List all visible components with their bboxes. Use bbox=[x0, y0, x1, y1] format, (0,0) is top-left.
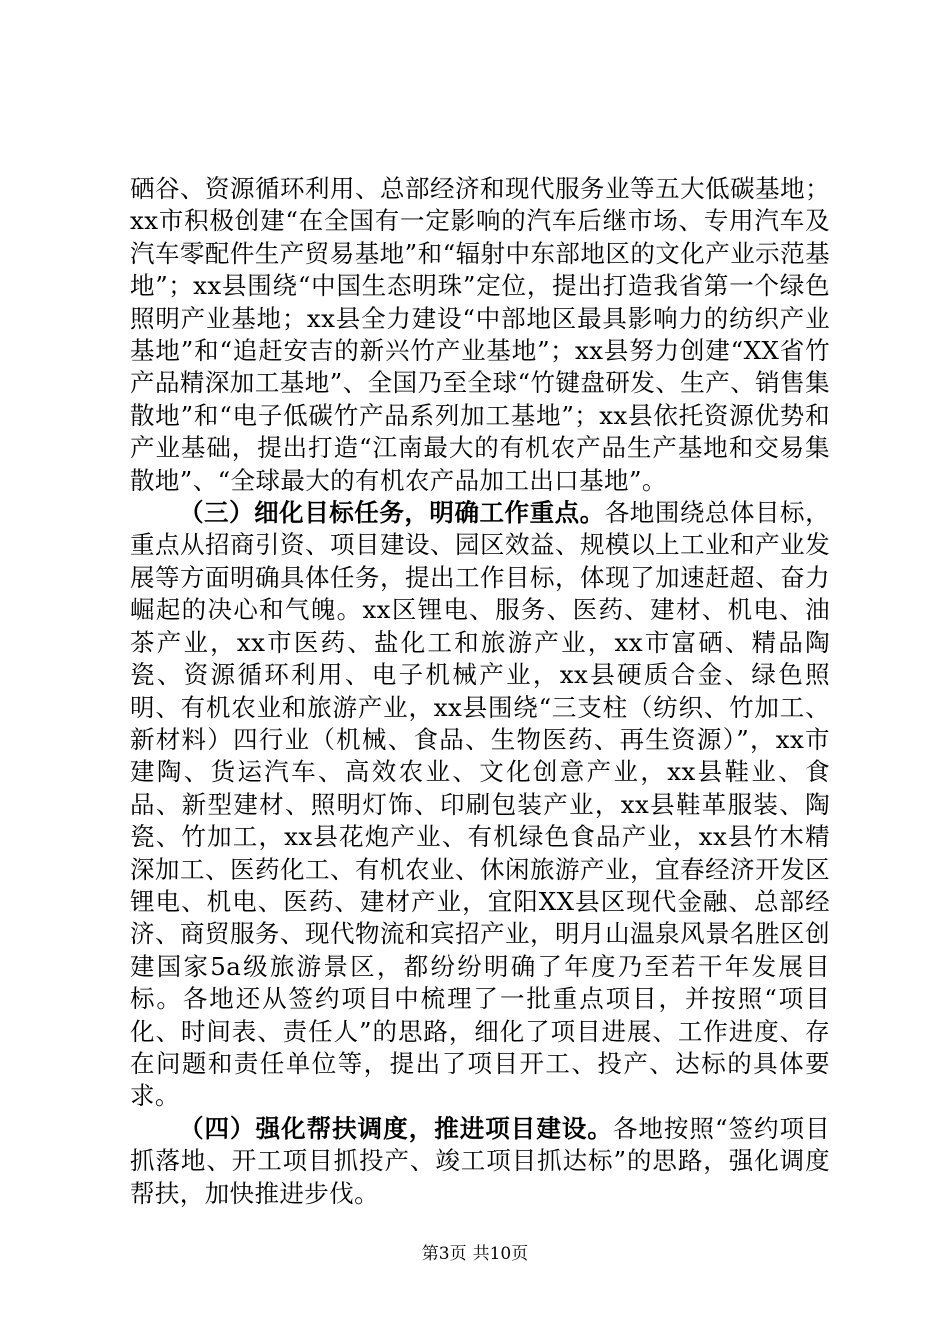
section-heading-3: （三）细化目标任务，明确工作重点。 bbox=[179, 498, 605, 528]
page-footer bbox=[0, 1244, 950, 1264]
total-page-count: 共10页 bbox=[472, 1244, 529, 1264]
current-page-number: 第3页 bbox=[421, 1244, 467, 1264]
paragraph-1-text: 硒谷、资源循环利用、总部经济和现代服务业等五大低碳基地；xx市积极创建“在全国有一定影响的汽车后继市场、专用汽车及汽车零配件生产贸易基地”和“辐射中东部地区的文化产业示范基地”；xx县围绕“中国生态明珠”定位，提出打造我省第一个绿色照明产业基地；xx县全力建设“中部地区最具影响力的纺织产业基地”和“追赶安吉的新兴竹产业基地”；xx县努力创建“XX省竹产品精深加工基地”、全国乃至全球“竹键盘研发、生产、销售集散地”和“电子低碳竹产品系列加工基地”；xx县依托资源优势和产业基础，提出打造“江南最大的有机农产品生产基地和交易集散地”、“全球最大的有机农产品加工出口基地”。 bbox=[130, 174, 830, 495]
paragraph-1 bbox=[130, 173, 830, 497]
paragraph-3 bbox=[130, 1113, 830, 1210]
paragraph-2-text: 各地围绕总体目标，重点从招商引资、项目建设、园区效益、规模以上工业和产业发展等方面明确具体任务，提出工作目标，体现了加速赶超、奋力崛起的决心和气魄。xx区锂电、服务、医药、建材、机电、油茶产业，xx市医药、盐化工和旅游产业，xx市富硒、精品陶瓷、资源循环利用、电子机械产业，xx县硬质合金、绿色照明、有机农业和旅游产业，xx县围绕“三支柱（纺织、竹加工、新材料）四行业（机械、食品、生物医药、再生资源）”，xx市建陶、货运汽车、高效农业、文化创意产业，xx县鞋业、食品、新型建材、照明灯饰、印刷包装产业，xx县鞋革服装、陶瓷、竹加工，xx县花炮产业、有机绿色食品产业，xx县竹木精深加工、医药化工、有机农业、休闲旅游产业，宜春经济开发区锂电、机电、医药、建材产业，宜阳XX县区现代金融、总部经济、商贸服务、现代物流和宾招产业，明月山温泉风景名胜区创建国家5a级旅游景区，都纷纷明确了年度乃至若干年发展目标。各地还从签约项目中梳理了一批重点项目，并按照“项目化、时间表、责任人”的思路，细化了项目进展、工作进度、存在问题和责任单位等，提出了项目开工、投产、达标的具体要求。 bbox=[130, 498, 830, 1111]
section-heading-4: （四）强化帮扶调度，推进项目建设。 bbox=[179, 1113, 613, 1143]
document-body bbox=[130, 173, 830, 1210]
paragraph-2 bbox=[130, 497, 830, 1113]
paragraph-3-text: 各地按照“签约项目抓落地、开工项目抓投产、竣工项目抓达标”的思路，强化调度帮扶，加快推进步伐。 bbox=[130, 1113, 830, 1208]
